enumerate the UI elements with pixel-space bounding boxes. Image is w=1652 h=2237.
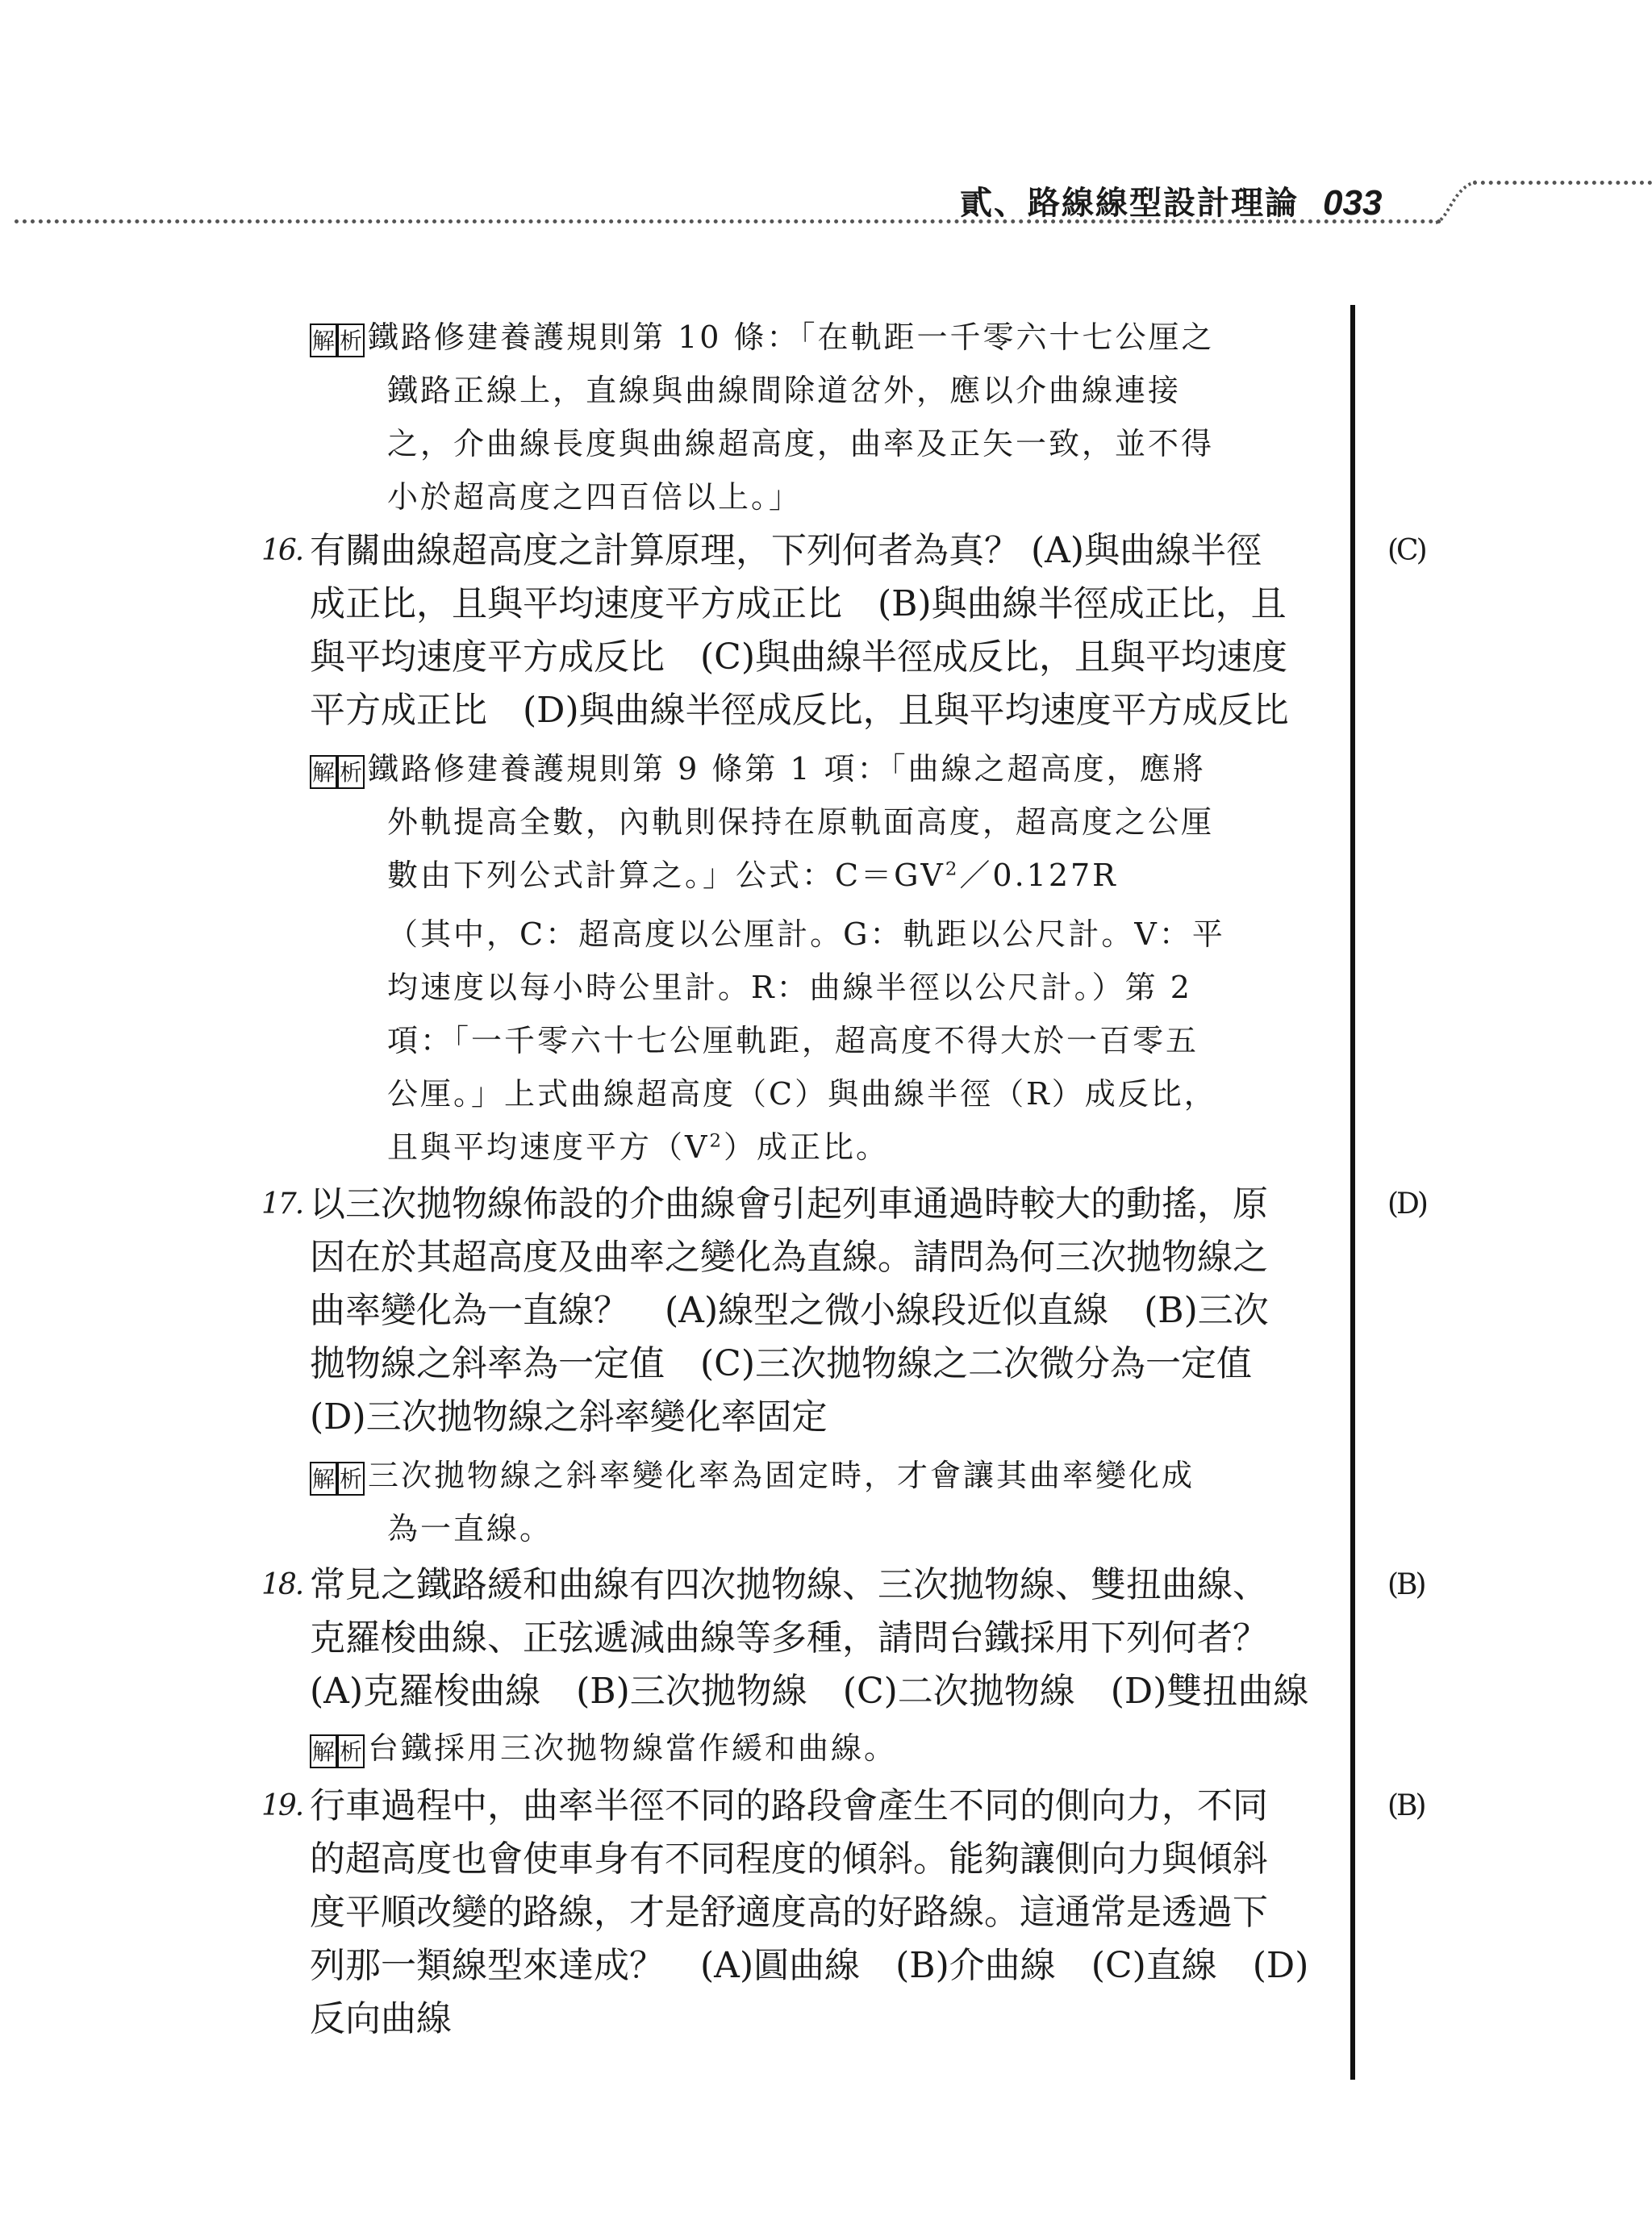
explanation-line: 項：「一千零六十七公厘軌距，超高度不得大於一百零五 — [387, 1023, 1199, 1058]
explanation-label: 解 — [310, 1734, 337, 1768]
question-line: 反向曲線 — [310, 1998, 452, 2039]
formula-exponent: 2 — [945, 858, 960, 880]
explanation-line: （其中，C：超高度以公厘計。G：軌距以公尺計。V：平 — [387, 916, 1225, 952]
explanation-line: 為一直線。 — [387, 1511, 553, 1546]
question-line: 列那一類線型來達成？ (A)圓曲線 (B)介曲線 (C)直線 (D) — [310, 1945, 1309, 1986]
explanation-label: 析 — [337, 323, 365, 357]
explanation-line: 解 析 台鐵採用三次拋物線當作緩和曲線。 — [310, 1722, 1318, 1775]
question-line: 因在於其超高度及曲率之變化為直線。請問為何三次拋物線之 — [310, 1237, 1268, 1278]
explanation-line: 且與平均速度平方$(V^2)$成正比。 — [387, 1129, 889, 1165]
question-line: 成正比，且與平均速度平方成正比 (B)與曲線半徑成正比，且 — [310, 583, 1287, 624]
answer-key: (B) — [1387, 1789, 1425, 1822]
answer-key: (D) — [1387, 1187, 1426, 1221]
page-number: 033 — [1323, 183, 1383, 223]
answer-key: (B) — [1387, 1568, 1425, 1601]
explanation-line: 之，介曲線長度與曲線超高度，曲率及正矢一致，並不得 — [387, 426, 1215, 461]
question-line: 曲率變化為一直線？ (A)線型之微小線段近似直線 (B)三次 — [310, 1290, 1269, 1331]
question-line: 克羅梭曲線、正弦遞減曲線等多種，請問台鐵採用下列何者？ — [310, 1617, 1268, 1659]
explanation-label: 析 — [337, 755, 365, 789]
explanation-line: 數由下列公式計算之。」公式：$C=GV^2/0.127R$ — [387, 858, 1118, 893]
question-line: 平方成正比 (D)與曲線半徑成反比，且與平均速度平方成反比 — [310, 690, 1289, 731]
formula-tail: ／0.127R — [959, 858, 1118, 893]
question-line: 的超高度也會使車身有不同程度的傾斜。能夠讓側向力與傾斜 — [310, 1838, 1268, 1880]
question-number: 17. — [261, 1187, 303, 1221]
question-line: (D)三次拋物線之斜率變化率固定 — [310, 1396, 828, 1438]
explanation-label: 解 — [310, 323, 337, 357]
question-number: 19. — [261, 1789, 303, 1822]
explanation-label: 解 — [310, 755, 337, 789]
explanation-label: 析 — [337, 1462, 365, 1496]
question-line: 拋物線之斜率為一定值 (C)三次拋物線之二次微分為一定值 — [310, 1343, 1252, 1384]
explanation-line: 解 析 鐵路修建養護規則第 10 條：「在軌距一千零六十七公厘之 — [310, 311, 1318, 364]
question-number: 16. — [261, 534, 303, 567]
explanation-line: 均速度以每小時公里計。R：曲線半徑以公尺計。）第 2 — [387, 970, 1192, 1005]
header-dotted-rule-right — [1473, 181, 1652, 185]
explanation-label: 析 — [337, 1734, 365, 1768]
explanation-line: 鐵路正線上，直線與曲線間除道岔外，應以介曲線連接 — [387, 373, 1182, 408]
question-line: 有關曲線超高度之計算原理，下列何者為真？ (A)與曲線半徑 — [310, 530, 1262, 571]
question-line: (A)克羅梭曲線 (B)三次拋物線 (C)二次拋物線 (D)雙扭曲線 — [310, 1671, 1309, 1712]
chapter-title: 貳、路線線型設計理論 — [960, 185, 1299, 222]
question-line: 常見之鐵路緩和曲線有四次拋物線、三次拋物線、雙扭曲線、 — [310, 1564, 1268, 1605]
question-line: 行車過程中，曲率半徑不同的路段會產生不同的側向力，不同 — [310, 1785, 1268, 1826]
square-exponent: 2 — [709, 1130, 724, 1152]
question-number: 18. — [261, 1568, 303, 1601]
header-curve-ornament — [1433, 179, 1481, 224]
answer-column-rule — [1350, 305, 1355, 2080]
answer-key: (C) — [1387, 534, 1425, 567]
explanation-line: 解 析 三次拋物線之斜率變化率為固定時，才會讓其曲率變化成 — [310, 1449, 1318, 1502]
explanation-line: 公厘。」上式曲線超高度（C）與曲線半徑（R）成反比， — [387, 1076, 1217, 1112]
explanation-label: 解 — [310, 1462, 337, 1496]
explanation-line: 外軌提高全數，內軌則保持在原軌面高度，超高度之公厘 — [387, 804, 1215, 840]
question-line: 以三次拋物線佈設的介曲線會引起列車通過時較大的動搖，原 — [310, 1183, 1268, 1225]
explanation-line: 小於超高度之四百倍以上。」 — [387, 479, 803, 515]
question-line: 度平順改變的路線，才是舒適度高的好路線。這通常是透過下 — [310, 1892, 1268, 1933]
explanation-line: 解 析 鐵路修建養護規則第 9 條第 1 項：「曲線之超高度，應將 — [310, 742, 1318, 795]
question-line: 與平均速度平方成反比 (C)與曲線半徑成反比，且與平均速度 — [310, 636, 1287, 678]
